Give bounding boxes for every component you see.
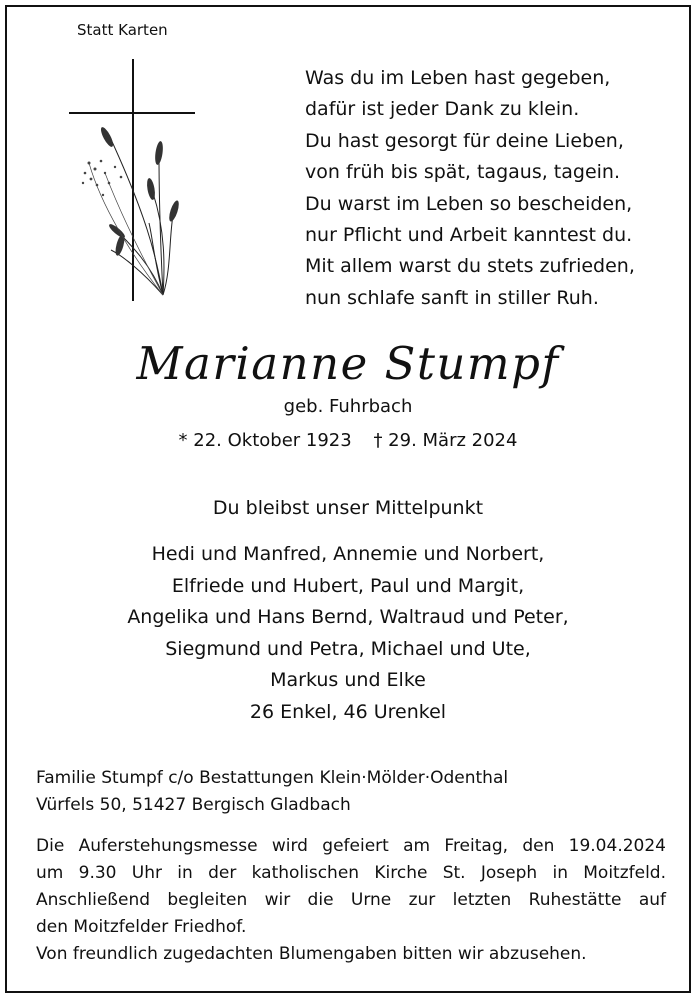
poem	[305, 63, 635, 314]
life-dates	[7, 430, 689, 451]
poem-line: Mit allem warst du stets zufrieden,	[305, 255, 635, 278]
poem-line: von früh bis spät, tagaus, tagein.	[305, 161, 621, 184]
mourner-line: Angelika und Hans Bernd, Waltraud und Peter,	[127, 606, 569, 629]
address-line: Familie Stumpf c/o Bestattungen Klein·Mölder·Odenthal	[36, 768, 509, 788]
mourner-line: Siegmund und Petra, Michael und Ute,	[165, 637, 531, 660]
notice-line: Von freundlich zugedachten Blumengaben bitten wir abzusehen.	[36, 944, 587, 964]
notice-line: Die Auferstehungsmesse wird gefeiert am Freitag, den 19.04.2024	[36, 836, 666, 856]
notice-line: den Moitzfelder Friedhof.	[36, 917, 247, 937]
deceased-name: Marianne Stumpf	[136, 337, 560, 390]
poem-line: Du warst im Leben so bescheiden,	[305, 192, 633, 215]
cross-with-wheat-icon	[61, 55, 201, 305]
poem-line: dafür ist jeder Dank zu klein.	[305, 98, 580, 121]
birth-date: * 22. Oktober 1923	[178, 430, 352, 451]
mourner-line: Hedi und Manfred, Annemie und Norbert,	[151, 543, 545, 565]
notice-line: Anschließend begleiten wir die Urne zur letzten Ruhestätte auf	[36, 890, 666, 910]
mourner-line: Elfriede und Hubert, Paul und Margit,	[171, 574, 525, 597]
notice-line: um 9.30 Uhr in der katholischen Kirche St. Joseph in Moitzfeld.	[36, 863, 666, 883]
poem-line: Was du im Leben hast gegeben,	[305, 67, 611, 89]
poem-line: Du hast gesorgt für deine Lieben,	[305, 129, 624, 152]
address-line: Vürfels 50, 51427 Bergisch Gladbach	[36, 795, 351, 815]
mourner-line: 26 Enkel, 46 Urenkel	[249, 700, 447, 723]
obituary-card	[5, 5, 691, 993]
service-notice	[36, 833, 666, 968]
death-date: † 29. März 2024	[373, 430, 518, 451]
poem-line: nur Pflicht und Arbeit kanntest du.	[305, 224, 633, 247]
poem-line: nun schlafe sanft in stiller Ruh.	[305, 286, 599, 309]
birth-name: geb. Fuhrbach	[283, 396, 413, 417]
motto: Du bleibst unser Mittelpunkt	[212, 497, 484, 519]
contact-address	[36, 765, 508, 819]
statt-karten-note: Statt Karten	[77, 21, 168, 39]
mourner-line: Markus und Elke	[270, 669, 426, 692]
mourners-list	[7, 539, 689, 729]
